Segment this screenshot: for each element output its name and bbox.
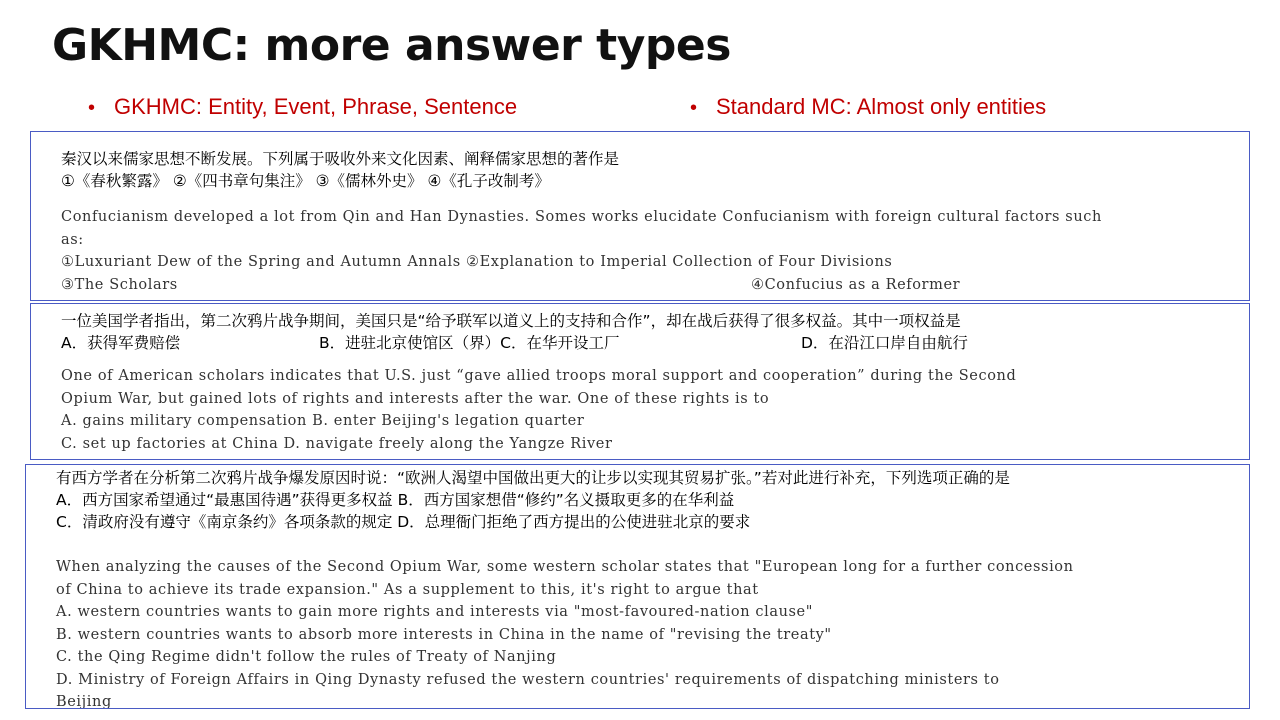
en-option-3: ③The Scholars bbox=[61, 276, 178, 293]
bullet-standard-mc bbox=[690, 94, 1046, 120]
zh-option-bc: B．进驻北京使馆区（界）C．在华开设工厂 bbox=[319, 334, 620, 352]
en-line: Confucianism developed a lot from Qin and Han Dynasties. Somes works elucidate Confucianism with foreign cultural factors such bbox=[61, 209, 1102, 225]
en-line: C. set up factories at China D. navigate freely along the Yangze River bbox=[61, 435, 613, 452]
zh-options-line: A．西方国家希望通过“最惠国待遇”获得更多权益 B．西方国家想借“修约”名义摄取更多的在华利益 bbox=[56, 491, 735, 509]
en-line: When analyzing the causes of the Second Opium War, some western scholar states that "European long for a further concession bbox=[56, 559, 1074, 575]
en-line: Opium War, but gained lots of rights and interests after the war. One of these rights is to bbox=[61, 390, 770, 407]
bullet-mark: • bbox=[88, 97, 96, 119]
en-line: as: bbox=[61, 231, 84, 248]
example-box-3 bbox=[25, 464, 1250, 709]
zh-question: 一位美国学者指出，第二次鸦片战争期间，美国只是“给予联军以道义上的支持和合作”，却在战后获得了很多权益。其中一项权益是 bbox=[61, 312, 961, 330]
en-line: One of American scholars indicates that U.S. just “gave allied troops moral support and cooperation” during the Second bbox=[61, 368, 1017, 384]
en-line: of China to achieve its trade expansion." As a supplement to this, it's right to argue that bbox=[56, 581, 759, 598]
en-line: A. gains military compensation B. enter Beijing's legation quarter bbox=[61, 413, 585, 429]
zh-option-a: A．获得军费赔偿 bbox=[61, 334, 181, 352]
en-line: C. the Qing Regime didn't follow the rules of Treaty of Nanjing bbox=[56, 649, 557, 665]
zh-options-line: C．清政府没有遵守《南京条约》各项条款的规定 D．总理衙门拒绝了西方提出的公使进驻北京的要求 bbox=[56, 513, 751, 531]
example-box-1 bbox=[30, 131, 1250, 301]
bullet-text: GKHMC: Entity, Event, Phrase, Sentence bbox=[114, 94, 518, 119]
zh-options-row bbox=[61, 332, 968, 354]
zh-question: 秦汉以来儒家思想不断发展。下列属于吸收外来文化因素、阐释儒家思想的著作是 bbox=[61, 150, 620, 168]
bullet-gkhmc bbox=[88, 94, 517, 120]
en-options-row bbox=[61, 274, 1102, 296]
zh-options: ①《春秋繁露》 ②《四书章句集注》 ③《儒林外史》 ④《孔子改制考》 bbox=[61, 172, 550, 190]
en-line: Beijing bbox=[56, 694, 112, 709]
en-line: ①Luxuriant Dew of the Spring and Autumn Annals ②Explanation to Imperial Collection of Four Divisions bbox=[61, 254, 893, 270]
bullet-mark: • bbox=[690, 97, 698, 119]
zh-question: 有西方学者在分析第二次鸦片战争爆发原因时说：“欧洲人渴望中国做出更大的让步以实现其贸易扩张。”若对此进行补充，下列选项正确的是 bbox=[56, 469, 1010, 487]
en-line: B. western countries wants to absorb more interests in China in the name of "revising the treaty" bbox=[56, 626, 832, 643]
example-box-2 bbox=[30, 303, 1250, 460]
slide-title: GKHMC: more answer types bbox=[52, 20, 731, 71]
bullet-text: Standard MC: Almost only entities bbox=[716, 94, 1047, 119]
en-line: A. western countries wants to gain more rights and interests via "most-favoured-nation clause" bbox=[56, 604, 813, 620]
zh-option-d: D．在沿江口岸自由航行 bbox=[801, 334, 968, 352]
en-option-4: ④Confucius as a Reformer bbox=[751, 276, 961, 293]
en-line: D. Ministry of Foreign Affairs in Qing Dynasty refused the western countries' requirements of dispatching ministers to bbox=[56, 671, 1000, 688]
